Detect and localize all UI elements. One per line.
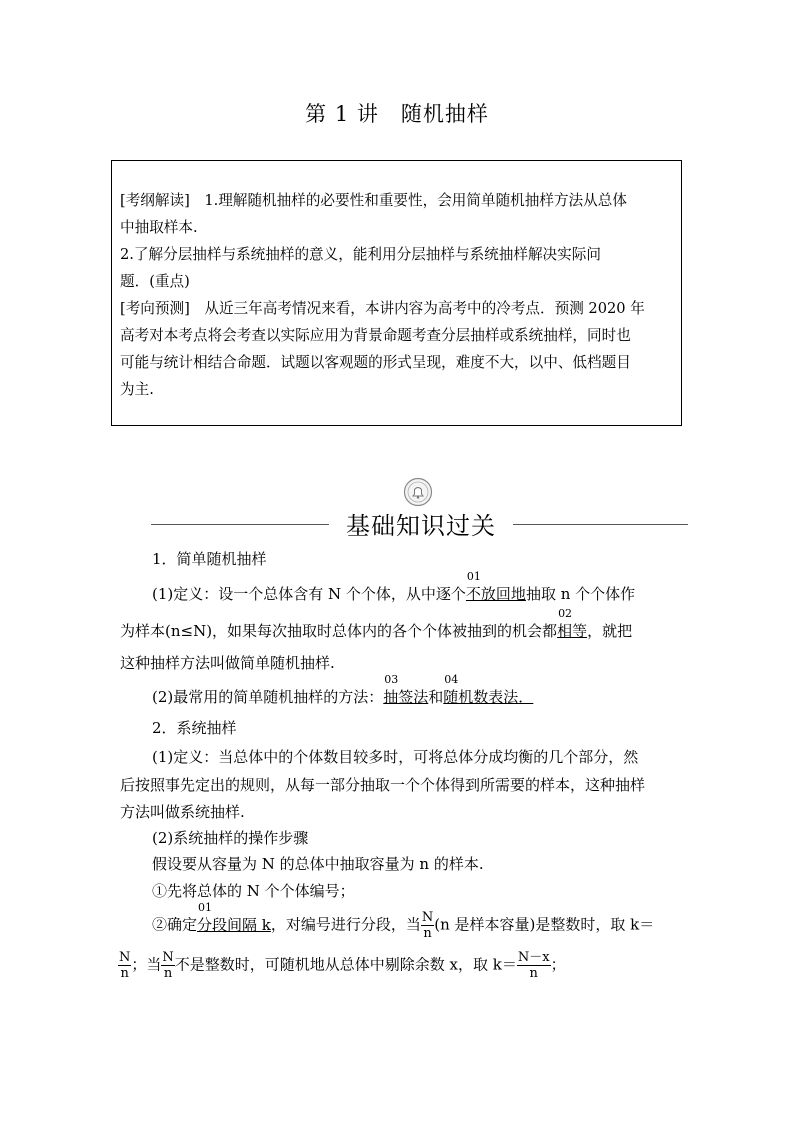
outline-line: [考纲解读] 1.理解随机抽样的必要性和重要性，会用简单随机抽样方法从总体 bbox=[120, 192, 627, 209]
blank-number: 01 bbox=[466, 570, 481, 583]
exam-outline-text bbox=[120, 187, 676, 403]
paragraph-line: 后按照事先定出的规则，从每一部分抽取一个个体得到所需要的样本，这种抽样 bbox=[120, 776, 646, 794]
paragraph-line: (2)系统抽样的操作步骤 bbox=[152, 829, 309, 847]
outline-line: 中抽取样本. bbox=[120, 219, 198, 236]
banner-rule-left bbox=[151, 524, 329, 525]
section-heading: 2．系统抽样 bbox=[152, 719, 237, 737]
answer-blank bbox=[383, 673, 429, 707]
page-title: 第 1 讲 随机抽样 bbox=[305, 102, 489, 126]
denominator: n bbox=[529, 966, 538, 981]
blank-number: 03 bbox=[384, 673, 399, 686]
text: (2)最常用的简单随机抽样的方法： bbox=[152, 688, 384, 706]
outline-line: 高考对本考点将会考查以实际应用为背景命题考查分层抽样或系统抽样，同时也 bbox=[120, 327, 631, 344]
paragraph-line bbox=[152, 900, 655, 941]
text: 为样本(n≤N)，如果每次抽取时总体内的各个个体被抽到的机会都 bbox=[120, 622, 558, 640]
numerator: N bbox=[119, 950, 131, 965]
text: 不是整数时，可随机地从总体中剔除余数 x，取 k＝ bbox=[174, 955, 517, 974]
outline-line: 可能与统计相结合命题．试题以客观题的形式呈现，难度不大，以中、低档题目 bbox=[120, 354, 631, 371]
paragraph-line bbox=[152, 570, 636, 604]
paragraph-line: 方法叫做系统抽样. bbox=[120, 803, 245, 821]
bell-icon bbox=[403, 477, 433, 507]
paragraph-line: (1)定义：当总体中的个体数目较多时，可将总体分成均衡的几个部分，然 bbox=[152, 748, 639, 766]
blank-answer: 相等 bbox=[557, 622, 588, 640]
fraction-N-minus-x-over-n bbox=[517, 950, 551, 981]
banner-rule-right bbox=[513, 524, 688, 525]
blank-number: 04 bbox=[444, 673, 459, 686]
blank-number: 02 bbox=[558, 607, 573, 620]
fraction-N-over-n bbox=[118, 950, 131, 981]
text: ；当 bbox=[131, 955, 162, 974]
denominator: n bbox=[163, 966, 173, 981]
denominator: n bbox=[423, 926, 432, 941]
blank-answer: 抽签法 bbox=[383, 688, 429, 706]
exam-outline-box bbox=[111, 160, 682, 426]
paragraph-line bbox=[120, 607, 633, 641]
numerator: N－x bbox=[517, 950, 550, 965]
paragraph-line: 这种抽样方法叫做简单随机抽样. bbox=[120, 654, 335, 672]
fraction-N-over-n bbox=[161, 950, 174, 981]
section-heading: 1．简单随机抽样 bbox=[152, 550, 267, 568]
paragraph-line bbox=[152, 673, 534, 707]
blank-number: 01 bbox=[198, 900, 213, 914]
outline-line: 2.了解分层抽样与系统抽样的意义，能利用分层抽样与系统抽样解决实际问 bbox=[120, 246, 601, 263]
blank-answer: 随机数表法． bbox=[443, 688, 534, 706]
text: ； bbox=[550, 955, 566, 974]
blank-answer: 不放回地 bbox=[465, 585, 526, 603]
text: ②确定 bbox=[152, 915, 198, 934]
outline-line: 为主. bbox=[120, 381, 154, 398]
answer-blank bbox=[443, 673, 534, 707]
text: ，就把 bbox=[587, 622, 633, 640]
answer-blank bbox=[465, 570, 526, 604]
text: (n 是样本容量)是整数时，取 k＝ bbox=[434, 915, 655, 934]
text: 抽取 n 个个体作 bbox=[525, 585, 636, 603]
answer-blank bbox=[557, 607, 588, 641]
numerator: N bbox=[421, 910, 434, 925]
outline-line: 题．(重点) bbox=[120, 273, 190, 290]
blank-answer: 分段间隔 k bbox=[197, 915, 271, 934]
fraction-N-over-n bbox=[421, 910, 434, 941]
paragraph-line: ①先将总体的 N 个个体编号； bbox=[152, 882, 355, 900]
denominator: n bbox=[120, 966, 129, 981]
text: 和 bbox=[428, 688, 444, 706]
outline-line: [考向预测] 从近三年高考情况来看，本讲内容为高考中的冷考点．预测 2020 年 bbox=[120, 300, 645, 317]
paragraph-line bbox=[118, 950, 566, 981]
answer-blank bbox=[197, 900, 271, 935]
section-banner: 基础知识过关 bbox=[346, 512, 496, 540]
text: (1)定义：设一个总体含有 N 个个体，从中逐个 bbox=[152, 585, 466, 603]
numerator: N bbox=[162, 950, 174, 965]
paragraph-line: 假设要从容量为 N 的总体中抽取容量为 n 的样本. bbox=[152, 855, 484, 873]
text: ，对编号进行分段，当 bbox=[270, 915, 421, 934]
